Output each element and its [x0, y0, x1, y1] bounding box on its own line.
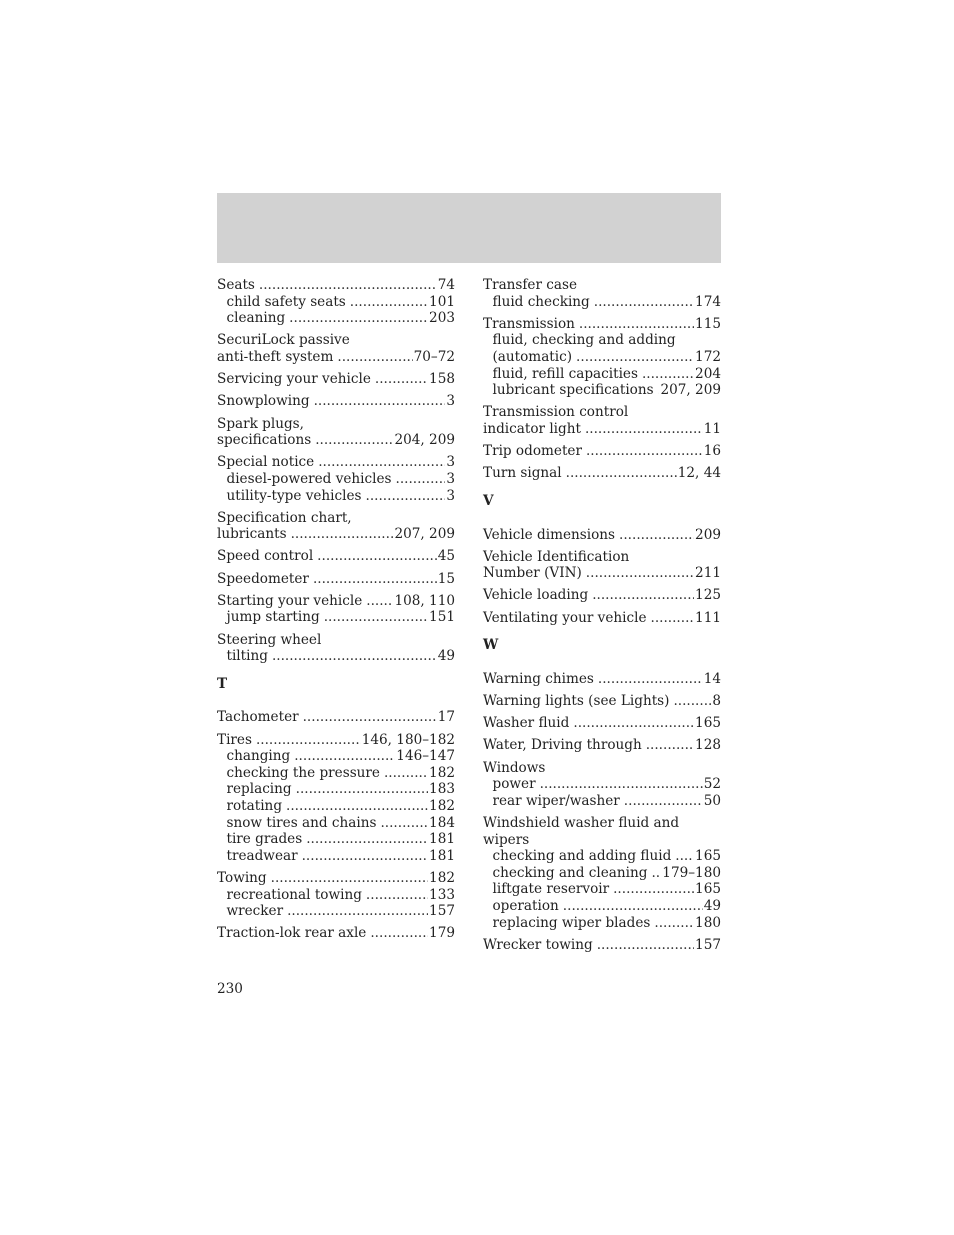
- entry-term: SecuriLock passive: [217, 332, 350, 349]
- index-line: [483, 465, 721, 482]
- dot-leader: [585, 421, 703, 438]
- index-subentry: [217, 748, 455, 765]
- page-reference: 207, 209: [660, 382, 721, 399]
- page-reference: 108, 110: [394, 592, 455, 609]
- entry-term: wrecker: [226, 903, 284, 920]
- entry-term: Turn signal: [483, 465, 562, 482]
- index-entry: [217, 371, 455, 388]
- entry-term: (automatic): [492, 348, 573, 365]
- index-subentry: [217, 294, 455, 311]
- index-line: [483, 316, 721, 333]
- dot-leader: [642, 366, 694, 383]
- page-reference: 3: [446, 393, 455, 410]
- dot-leader: [286, 798, 428, 815]
- index-subentry: [217, 609, 455, 626]
- entry-term: Special notice: [217, 454, 315, 471]
- page-reference: 8: [712, 693, 721, 710]
- index-column-right: [483, 277, 721, 959]
- dot-leader: [592, 587, 694, 604]
- entry-term: Transmission control: [483, 404, 629, 421]
- entry-term: utility-type vehicles: [226, 487, 362, 504]
- entry-term: Snowplowing: [217, 393, 310, 410]
- page-reference: 183: [429, 781, 455, 798]
- dot-leader: [315, 432, 393, 449]
- entry-term: operation: [492, 897, 559, 914]
- page-reference: 128: [695, 737, 721, 754]
- page-reference: 146, 180–182: [361, 731, 455, 748]
- index-entry: [483, 760, 721, 810]
- dot-leader: [366, 887, 428, 904]
- page-reference: 165: [695, 848, 721, 865]
- entry-term: lubricants: [217, 526, 287, 543]
- dot-leader: [566, 465, 677, 482]
- entry-term: snow tires and chains: [226, 814, 377, 831]
- page-reference: 14: [703, 670, 721, 687]
- entry-term: checking and adding fluid: [492, 848, 672, 865]
- dot-leader: [314, 393, 446, 410]
- index-entry: [483, 316, 721, 399]
- entry-term: child safety seats: [226, 293, 346, 310]
- index-subentry: [217, 848, 455, 865]
- page-reference: 179–180: [662, 864, 721, 881]
- index-line: [217, 870, 455, 887]
- dot-leader: [675, 848, 694, 865]
- entry-term: power: [492, 776, 536, 793]
- page-number: 230: [217, 981, 243, 997]
- dot-leader: [384, 765, 428, 782]
- dot-leader: [287, 903, 428, 920]
- entry-term: changing: [226, 748, 291, 765]
- page-reference: 207, 209: [394, 526, 455, 543]
- page-reference: 165: [695, 715, 721, 732]
- dot-leader: [272, 648, 437, 665]
- entry-term: Speedometer: [217, 570, 309, 587]
- page-reference: 151: [429, 609, 455, 626]
- page-reference: 101: [429, 293, 455, 310]
- index-entry: [217, 454, 455, 504]
- index-entry: [483, 937, 721, 954]
- page-reference: 11: [703, 420, 721, 437]
- index-entry: [483, 277, 721, 310]
- entry-term: Wrecker towing: [483, 936, 593, 953]
- page-reference: 70–72: [413, 348, 455, 365]
- dot-leader: [613, 881, 694, 898]
- index-entry: [217, 732, 455, 865]
- entry-term: liftgate reservoir: [492, 881, 610, 898]
- entry-term: Washer fluid: [483, 715, 570, 732]
- index-subentry: [217, 471, 455, 488]
- page-reference: 146–147: [396, 748, 455, 765]
- index-entry: [483, 465, 721, 482]
- index-line: [217, 454, 455, 471]
- dot-leader: [302, 848, 428, 865]
- index-entry: [217, 870, 455, 920]
- dot-leader: [259, 277, 437, 294]
- dot-leader: [291, 526, 394, 543]
- page-reference: 125: [695, 587, 721, 604]
- entry-term: replacing wiper blades: [492, 914, 651, 931]
- page-reference: 3: [446, 487, 455, 504]
- page-reference: 133: [429, 886, 455, 903]
- dot-leader: [586, 565, 694, 582]
- entry-term: Windows: [483, 759, 546, 776]
- index-subentry: [217, 887, 455, 904]
- index-entry: [217, 332, 455, 365]
- dot-leader: [303, 709, 437, 726]
- entry-term: recreational towing: [226, 886, 362, 903]
- index-entry: [483, 443, 721, 460]
- section-letter: T: [217, 675, 228, 692]
- index-line: [483, 277, 721, 294]
- index-entry: [217, 632, 455, 665]
- entry-term: Vehicle loading: [483, 587, 589, 604]
- index-line: [483, 421, 721, 438]
- index-subentry: [483, 332, 721, 349]
- dot-leader: [658, 382, 660, 399]
- index-subentry: [483, 915, 721, 932]
- page-reference: 181: [429, 847, 455, 864]
- page-reference: 74: [437, 277, 455, 293]
- dot-leader: [350, 294, 428, 311]
- entry-term: Towing: [217, 869, 267, 886]
- index-entry: [217, 571, 455, 588]
- index-entry: [217, 548, 455, 565]
- entry-term: tire grades: [226, 831, 303, 848]
- entry-term: Warning lights (see Lights): [483, 693, 670, 710]
- entry-term: Seats: [217, 277, 255, 293]
- index-line: [217, 349, 455, 366]
- entry-term: Windshield washer fluid and: [483, 814, 680, 831]
- index-line: [483, 760, 721, 777]
- dot-leader: [337, 349, 412, 366]
- dot-leader: [313, 571, 437, 588]
- index-entry: [217, 709, 455, 726]
- index-entry: [217, 416, 455, 449]
- dot-leader: [396, 471, 446, 488]
- entry-term: Vehicle dimensions: [483, 526, 616, 543]
- page-reference: 203: [429, 310, 455, 327]
- page-reference: 172: [695, 348, 721, 365]
- index-subentry: [217, 765, 455, 782]
- index-subentry: [483, 382, 721, 399]
- section-letter: V: [483, 492, 494, 509]
- dot-leader: [380, 815, 428, 832]
- index-line: [217, 277, 455, 294]
- entry-term: wipers: [483, 831, 530, 848]
- index-line: [217, 548, 455, 565]
- index-subentry: [217, 781, 455, 798]
- dot-leader: [370, 925, 428, 942]
- index-line: [217, 526, 455, 543]
- page-reference: 17: [437, 709, 455, 726]
- index-subentry: [483, 881, 721, 898]
- entry-term: fluid, refill capacities: [492, 365, 638, 382]
- dot-leader: [598, 671, 703, 688]
- page-reference: 49: [437, 648, 455, 665]
- dot-leader: [375, 371, 428, 388]
- header-band: [217, 193, 721, 263]
- entry-term: jump starting: [226, 609, 320, 626]
- index-line: [217, 632, 455, 649]
- index-subentry: [483, 349, 721, 366]
- index-subentry: [217, 310, 455, 327]
- index-line: [217, 432, 455, 449]
- index-line: [483, 715, 721, 732]
- index-line: [483, 549, 721, 566]
- dot-leader: [306, 831, 428, 848]
- dot-leader: [579, 316, 694, 333]
- entry-term: Vehicle Identification: [483, 548, 630, 565]
- index-subentry: [483, 366, 721, 383]
- entry-term: fluid checking: [492, 293, 590, 310]
- page-reference: 16: [703, 443, 721, 460]
- entry-term: treadwear: [226, 847, 298, 864]
- dot-leader: [366, 593, 393, 610]
- entry-term: fluid, checking and adding: [492, 332, 676, 349]
- entry-term: lubricant specifications: [492, 382, 654, 399]
- entry-term: Traction-lok rear axle: [217, 925, 367, 942]
- entry-term: Specification chart,: [217, 509, 352, 526]
- dot-leader: [271, 870, 428, 887]
- dot-leader: [624, 793, 703, 810]
- index-line: [483, 610, 721, 627]
- index-line: [483, 693, 721, 710]
- index-subentry: [483, 793, 721, 810]
- index-line: [217, 709, 455, 726]
- index-line: [483, 671, 721, 688]
- index-entry: [483, 671, 721, 688]
- index-subentry: [483, 294, 721, 311]
- index-entry: [483, 610, 721, 627]
- dot-leader: [573, 715, 694, 732]
- index-entry: [483, 737, 721, 754]
- entry-term: replacing: [226, 781, 292, 798]
- dot-leader: [563, 898, 703, 915]
- dot-leader: [289, 310, 428, 327]
- page-reference: 158: [429, 371, 455, 388]
- dot-leader: [654, 915, 694, 932]
- entry-term: anti-theft system: [217, 348, 334, 365]
- page-reference: 182: [429, 869, 455, 886]
- index-subentry: [217, 648, 455, 665]
- page-reference: 211: [695, 565, 721, 582]
- entry-term: Transfer case: [483, 277, 578, 293]
- index-entry: [217, 277, 455, 327]
- index-line: [217, 732, 455, 749]
- dot-leader: [673, 693, 711, 710]
- entry-term: Servicing your vehicle: [217, 371, 371, 388]
- index-line: [483, 737, 721, 754]
- dot-leader: [294, 748, 395, 765]
- page-reference: 115: [695, 315, 721, 332]
- index-line: [217, 371, 455, 388]
- entry-term: Spark plugs,: [217, 415, 304, 432]
- page-reference: 180: [695, 914, 721, 931]
- index-entry: [483, 404, 721, 437]
- index-entry: [217, 593, 455, 626]
- index-entry: [483, 715, 721, 732]
- dot-leader: [324, 609, 428, 626]
- entry-term: checking the pressure: [226, 764, 380, 781]
- dot-leader: [318, 454, 445, 471]
- entry-term: Trip odometer: [483, 443, 582, 460]
- entry-term: diesel-powered vehicles: [226, 470, 392, 487]
- dot-leader: [651, 865, 661, 882]
- index-line: [483, 527, 721, 544]
- dot-leader: [651, 610, 695, 627]
- page-reference: 204, 209: [394, 432, 455, 449]
- index-subentry: [483, 776, 721, 793]
- page-reference: 181: [429, 831, 455, 848]
- page-reference: 157: [429, 903, 455, 920]
- entry-term: Starting your vehicle: [217, 592, 363, 609]
- page-reference: 184: [429, 814, 455, 831]
- dot-leader: [256, 732, 361, 749]
- entry-term: Ventilating your vehicle: [483, 609, 647, 626]
- page-reference: 12, 44: [677, 465, 721, 482]
- entry-term: tilting: [226, 648, 268, 665]
- page-reference: 174: [695, 293, 721, 310]
- entry-term: rotating: [226, 797, 283, 814]
- entry-term: Steering wheel: [217, 631, 322, 648]
- page-reference: 204: [695, 365, 721, 382]
- index-line: [483, 832, 721, 849]
- index-entry: [217, 393, 455, 410]
- index-line: [217, 571, 455, 588]
- index-entry: [483, 549, 721, 582]
- entry-term: cleaning: [226, 310, 286, 327]
- index-line: [483, 937, 721, 954]
- page-reference: 111: [695, 609, 721, 626]
- index-line: [483, 587, 721, 604]
- entry-term: Warning chimes: [483, 670, 594, 687]
- index-line: [217, 510, 455, 527]
- page-reference: 157: [695, 936, 721, 953]
- section-letter: W: [483, 637, 499, 654]
- dot-leader: [366, 488, 446, 505]
- dot-leader: [576, 349, 694, 366]
- page-reference: 182: [429, 797, 455, 814]
- index-subentry: [217, 798, 455, 815]
- index-subentry: [217, 903, 455, 920]
- page-reference: 3: [446, 454, 455, 471]
- entry-term: Tachometer: [217, 709, 299, 726]
- entry-term: Tires: [217, 731, 252, 748]
- dot-leader: [619, 527, 694, 544]
- page-reference: 45: [437, 548, 455, 565]
- page-reference: 52: [703, 776, 721, 793]
- entry-term: checking and cleaning: [492, 864, 648, 881]
- dot-leader: [540, 776, 703, 793]
- index-line: [483, 565, 721, 582]
- index-subentry: [217, 815, 455, 832]
- index-line: [483, 815, 721, 832]
- entry-term: Number (VIN): [483, 565, 582, 582]
- page-reference: 182: [429, 764, 455, 781]
- page-reference: 165: [695, 881, 721, 898]
- index-entry: [483, 527, 721, 544]
- index-line: [217, 332, 455, 349]
- index-entry: [483, 693, 721, 710]
- entry-term: Water, Driving through: [483, 737, 642, 754]
- index-line: [217, 416, 455, 433]
- page-reference: 50: [703, 792, 721, 809]
- page-reference: 179: [429, 925, 455, 942]
- entry-term: Transmission: [483, 315, 575, 332]
- index-entry: [483, 815, 721, 931]
- entry-term: Speed control: [217, 548, 314, 565]
- index-entry: [217, 510, 455, 543]
- index-subentry: [483, 865, 721, 882]
- index-subentry: [483, 898, 721, 915]
- dot-leader: [296, 781, 428, 798]
- index-entry: [217, 925, 455, 942]
- index-subentry: [483, 848, 721, 865]
- page-reference: 15: [437, 570, 455, 587]
- index-line: [217, 393, 455, 410]
- entry-term: specifications: [217, 432, 312, 449]
- index-subentry: [217, 488, 455, 505]
- index-entry: [483, 587, 721, 604]
- index-column-left: [217, 277, 455, 948]
- dot-leader: [597, 937, 694, 954]
- entry-term: indicator light: [483, 420, 581, 437]
- page-reference: 209: [695, 526, 721, 543]
- page-reference: 3: [446, 470, 455, 487]
- dot-leader: [586, 443, 703, 460]
- index-line: [217, 925, 455, 942]
- dot-leader: [594, 294, 694, 311]
- entry-term: rear wiper/washer: [492, 792, 620, 809]
- index-line: [217, 593, 455, 610]
- index-line: [483, 404, 721, 421]
- dot-leader: [317, 548, 437, 565]
- page-reference: 49: [703, 897, 721, 914]
- index-line: [483, 443, 721, 460]
- index-subentry: [217, 831, 455, 848]
- dot-leader: [646, 737, 694, 754]
